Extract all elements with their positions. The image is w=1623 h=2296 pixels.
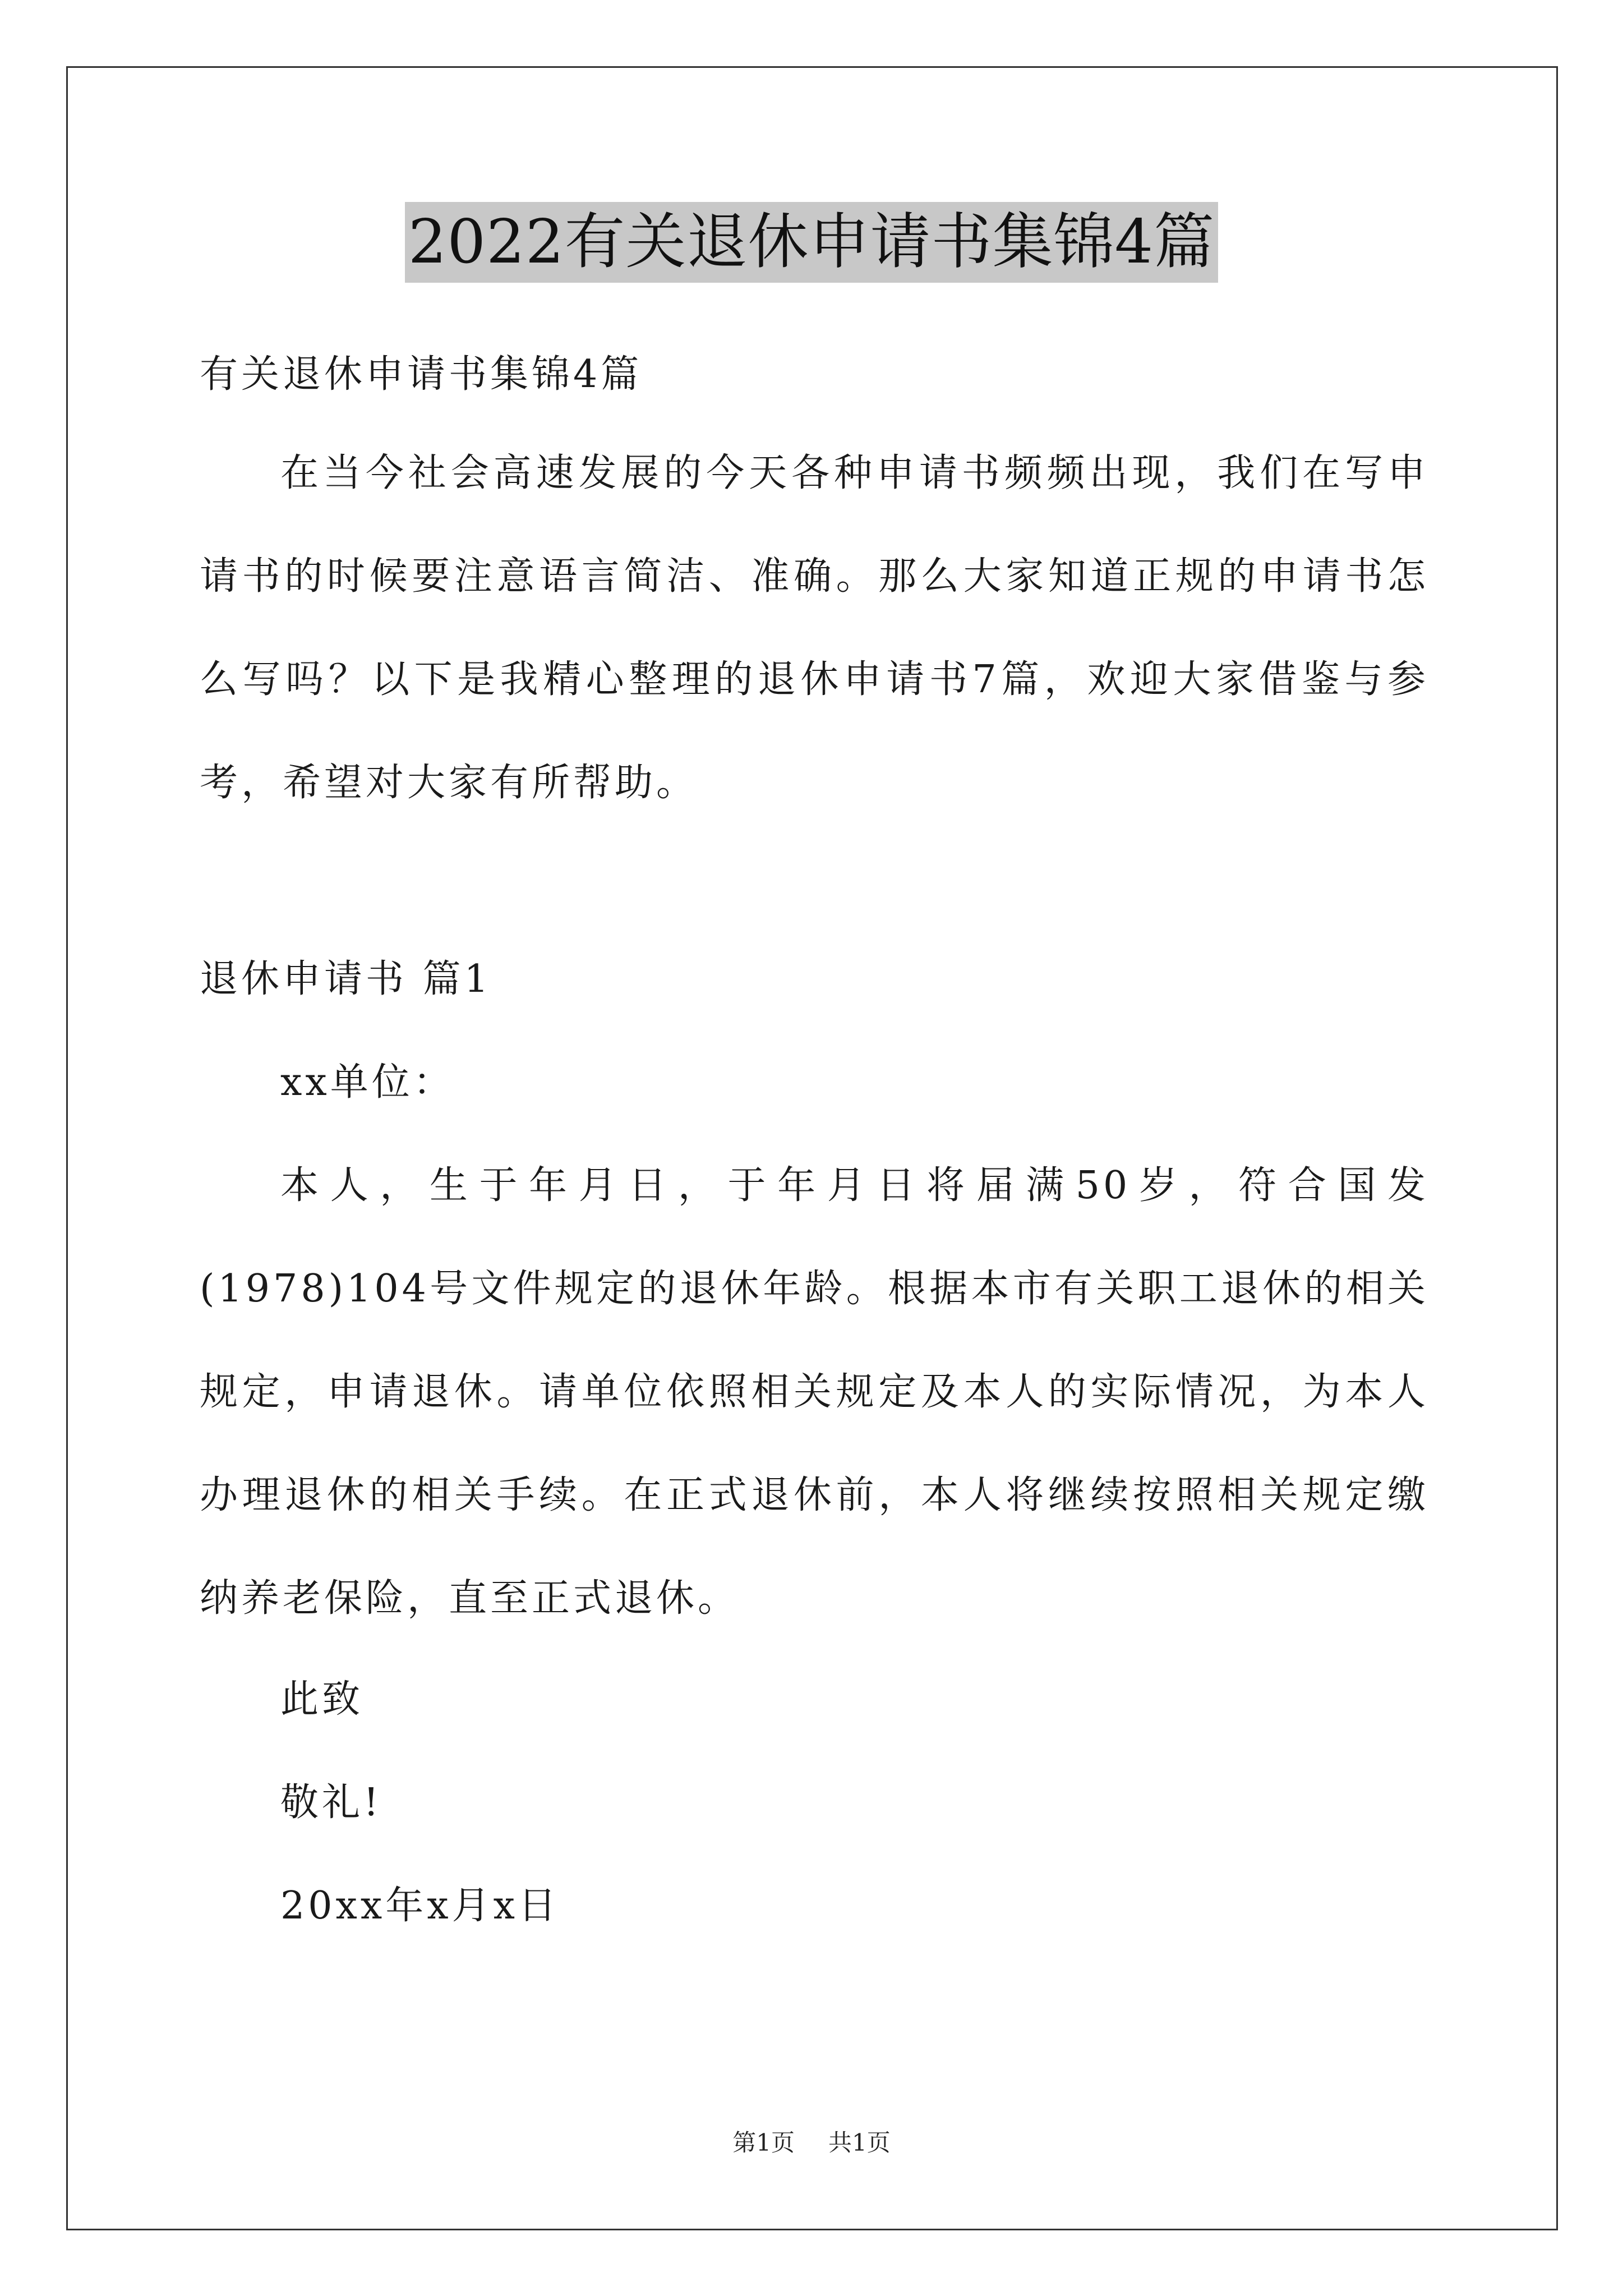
document-date: 20xx年x月x日 [280,1884,560,1928]
intro-paragraph: 在当今社会高速发展的今天各种申请书频频出现，我们在写申请书的时候要注意语言简洁、准确。那么大家知道正规的申请书怎么写吗？以下是我精心整理的退休申请书7篇，欢迎大家借鉴与参考，希望对大家有所帮助。 [200,451,1430,805]
document-body [200,309,1429,1933]
document-subtitle: 有关退休申请书集锦4篇 [200,352,643,397]
closing-line-1: 此致 [280,1677,364,1722]
closing-line-2: 敬礼! [280,1780,382,1825]
section-heading: 退休申请书 篇1 [200,957,492,1001]
document-title: 2022有关退休申请书集锦4篇 [405,202,1219,283]
salutation: xx单位： [280,1060,455,1105]
title-container [0,202,1623,283]
page-footer [0,2126,1623,2160]
page-total: 共1页 [828,2129,891,2156]
page-number: 第1页 [732,2129,795,2156]
body-paragraph: 本人，生于年月日，于年月日将届满50岁，符合国发(1978)104号文件规定的退休年龄。根据本市有关职工退休的相关规定，申请退休。请单位依照相关规定及本人的实际情况，为本人办理退休的相关手续。在正式退休前，本人将继续按照相关规定缴纳养老保险，直至正式退休。 [200,1163,1429,1621]
